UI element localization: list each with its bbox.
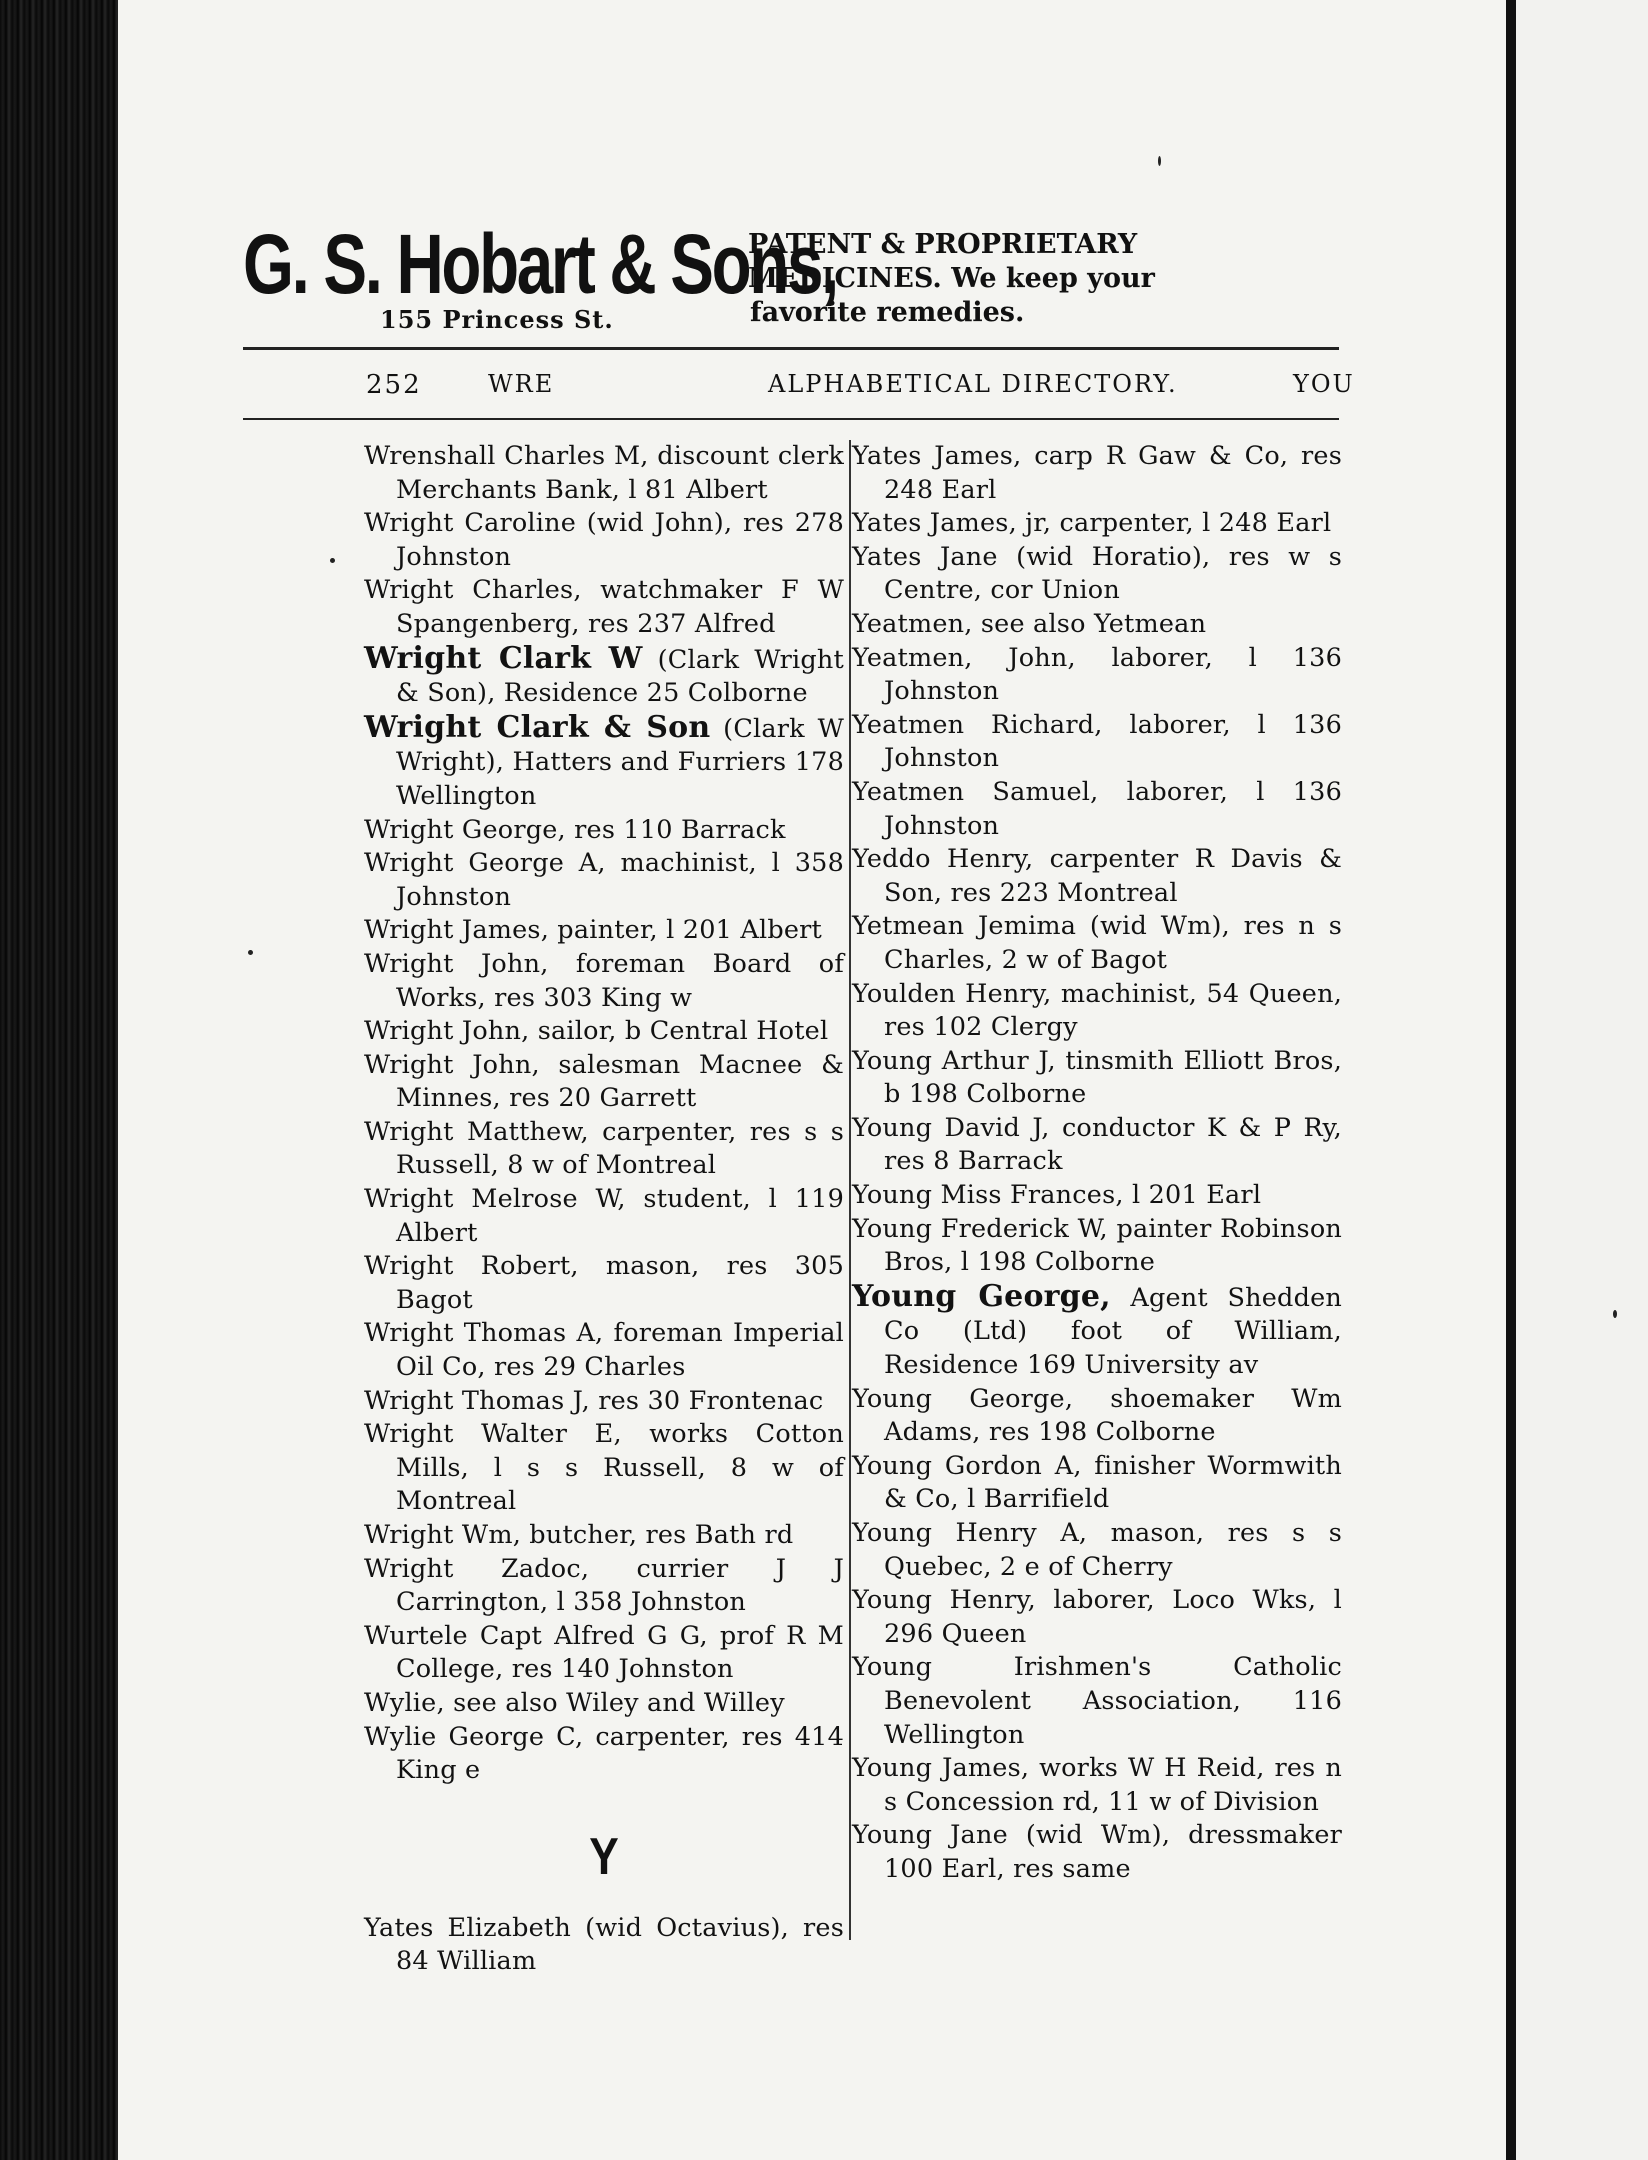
column-divider: [849, 440, 851, 1940]
directory-entry-featured: [364, 642, 844, 711]
scan-speck: [1613, 1310, 1617, 1318]
directory-entry: Yates James, jr, carpenter, l 248 Earl: [852, 508, 1332, 539]
entry-details: (Clark Wright & Son), Residence 25 Colborne: [396, 644, 844, 709]
directory-entry: Young Frederick W, painter Robinson Bros, l 198 Colborne: [852, 1213, 1342, 1278]
directory-entry: Wurtele Capt Alfred G G, prof R M College, res 140 Johnston: [364, 1620, 844, 1685]
directory-entry: Young Henry A, mason, res s s Quebec, 2 e of Cherry: [852, 1518, 1342, 1582]
entry-name: Wright Clark & Son: [364, 709, 711, 745]
header-rule: [243, 347, 1339, 350]
directory-entry: Yates Jane (wid Horatio), res w s Centre, cor Union: [852, 541, 1342, 606]
advertiser-name: G. S. Hobart & Sons,: [243, 217, 837, 311]
directory-entry: Young Arthur J, tinsmith Elliott Bros, b 198 Colborne: [852, 1045, 1342, 1110]
advertiser-tagline: [748, 228, 1348, 330]
entry-details: Agent Shedden Co (Ltd) foot of William, Residence 169 University av: [884, 1282, 1343, 1381]
directory-entry: Wright Walter E, works Cotton Mills, l s s Russell, 8 w of Montreal: [364, 1419, 844, 1517]
directory-entry: Wylie George C, carpenter, res 414 King e: [364, 1721, 844, 1786]
directory-entry: Wright Charles, watchmaker F W Spangenberg, res 237 Alfred: [364, 575, 844, 639]
directory-entry: Young Henry, laborer, Loco Wks, l 296 Queen: [852, 1585, 1342, 1649]
scan-speck: [248, 950, 253, 955]
directory-entry: Wright Thomas A, foreman Imperial Oil Co, res 29 Charles: [364, 1318, 844, 1383]
directory-entry: Wright John, salesman Macnee & Minnes, res 20 Garrett: [364, 1049, 844, 1114]
tagline-line: MEDICINES. We keep your: [748, 263, 1155, 294]
entry-name: Wright Clark W: [364, 640, 643, 676]
scan-speck: [330, 558, 335, 563]
tagline-line: PATENT & PROPRIETARY: [748, 229, 1138, 260]
directory-entry: Young James, works W H Reid, res n s Concession rd, 11 w of Division: [852, 1753, 1342, 1817]
directory-entry: Wright John, foreman Board of Works, res 303 King w: [364, 948, 844, 1013]
running-head: [243, 370, 1355, 406]
directory-entry: Wright James, painter, l 201 Albert: [364, 915, 823, 946]
directory-entry: Wright Robert, mason, res 305 Bagot: [364, 1251, 844, 1315]
directory-title: ALPHABETICAL DIRECTORY.: [768, 370, 1178, 398]
directory-entry: Wright Wm, butcher, res Bath rd: [364, 1520, 794, 1550]
page-number: 252: [366, 370, 422, 400]
directory-entry: Yeatmen, see also Yetmean: [852, 608, 1207, 639]
directory-entry: Yeatmen Richard, laborer, l 136 Johnston: [852, 709, 1342, 774]
directory-entry: Youlden Henry, machinist, 54 Queen, res 102 Clergy: [852, 978, 1342, 1043]
directory-entry: Yeatmen, John, laborer, l 136 Johnston: [852, 642, 1342, 707]
directory-entry: Yates James, carp R Gaw & Co, res 248 Earl: [852, 441, 1342, 505]
advertiser-address: 155 Princess St.: [380, 305, 614, 334]
directory-entry: Young David J, conductor K & P Ry, res 8 Barrack: [852, 1112, 1342, 1177]
directory-entry: Young Gordon A, finisher Wormwith & Co, l Barrifield: [852, 1450, 1342, 1515]
left-column: [364, 440, 844, 1979]
directory-entry: Wright Caroline (wid John), res 278 Johnston: [364, 508, 844, 572]
directory-entry: Wylie, see also Wiley and Willey: [364, 1687, 785, 1718]
directory-entry: Yetmean Jemima (wid Wm), res n s Charles, 2 w of Bagot: [852, 911, 1342, 975]
directory-entry: Wrenshall Charles M, discount clerk Merchants Bank, l 81 Albert: [364, 441, 844, 505]
directory-entry: Wright Matthew, carpenter, res s s Russell, 8 w of Montreal: [364, 1116, 844, 1181]
right-guide-word: YOU: [1293, 370, 1355, 398]
section-letter: Y: [589, 1827, 619, 1886]
directory-entry: Wright George A, machinist, l 358 Johnston: [364, 848, 844, 912]
directory-entry: Young Jane (wid Wm), dressmaker 100 Earl, res same: [852, 1820, 1342, 1884]
scan-right-margin: [1506, 0, 1648, 2160]
right-column: [852, 440, 1342, 1887]
scan-binding-edge: [0, 0, 120, 2160]
running-head-rule: [243, 418, 1339, 420]
directory-entry: Wright John, sailor, b Central Hotel: [364, 1016, 829, 1047]
entry-name: Young George,: [852, 1278, 1111, 1314]
directory-entry: Young Irishmen's Catholic Benevolent Association, 116 Wellington: [852, 1652, 1342, 1750]
directory-entry: Yates Elizabeth (wid Octavius), res 84 William: [364, 1912, 844, 1977]
directory-entry: Yeatmen Samuel, laborer, l 136 Johnston: [852, 776, 1342, 841]
directory-entry: Yeddo Henry, carpenter R Davis & Son, res 223 Montreal: [852, 844, 1342, 908]
directory-entry: Wright Melrose W, student, l 119 Albert: [364, 1184, 844, 1248]
tagline-line: favorite remedies.: [750, 297, 1025, 328]
directory-entry: Wright George, res 110 Barrack: [364, 814, 786, 845]
directory-entry: Wright Thomas J, res 30 Frontenac: [364, 1385, 824, 1416]
directory-entry-featured: [364, 711, 844, 814]
entry-details: (Clark W Wright), Hatters and Furriers 178 Wellington: [396, 713, 845, 811]
left-guide-word: WRE: [488, 370, 555, 398]
directory-entry: Young George, shoemaker Wm Adams, res 198 Colborne: [852, 1383, 1342, 1448]
directory-entry: Young Miss Frances, l 201 Earl: [852, 1180, 1262, 1211]
directory-entry: Wright Zadoc, currier J J Carrington, l 358 Johnston: [364, 1553, 844, 1618]
directory-entry-featured: [852, 1280, 1342, 1383]
scan-speck: [1158, 156, 1161, 166]
